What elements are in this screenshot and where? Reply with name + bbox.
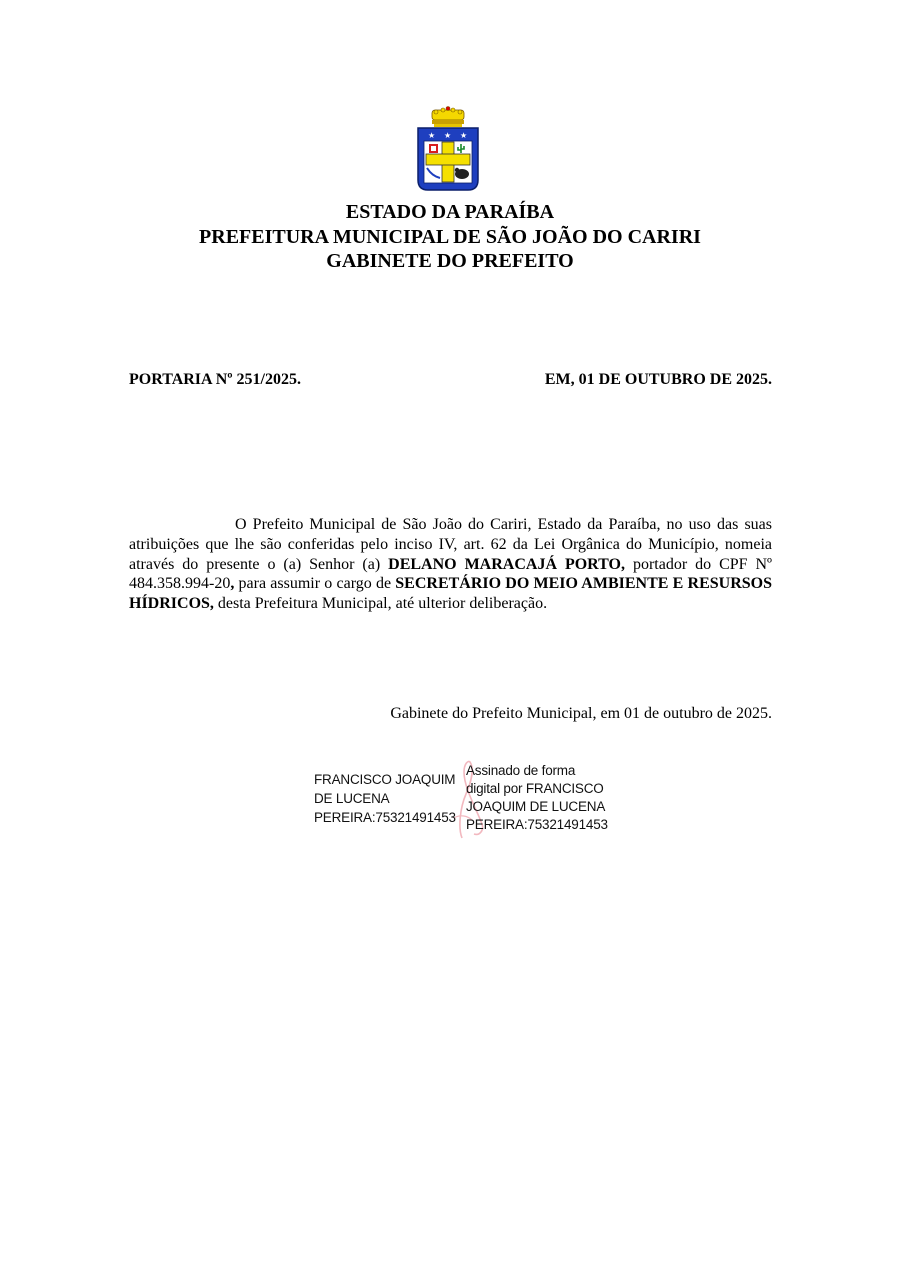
closing-line: Gabinete do Prefeito Municipal, em 01 de outubro de 2025.	[390, 705, 772, 722]
svg-text:★: ★	[428, 131, 436, 140]
appointed-position: SECRETÁRIO DO MEIO AMBIENTE E RESURSOS HÍDRICOS,	[129, 575, 773, 613]
document-header	[0, 200, 900, 274]
digital-signature	[314, 762, 634, 842]
svg-text:★: ★	[460, 131, 468, 140]
signer-line-2: DE LUCENA	[314, 791, 390, 806]
portaria-date: EM, 01 DE OUTUBRO DE 2025.	[544, 371, 772, 388]
signature-info-line-4: PEREIRA:75321491453	[466, 817, 608, 832]
body-assume: para assumir o cargo de	[234, 575, 396, 593]
signature-info-line-2: digital por FRANCISCO	[466, 781, 604, 796]
portaria-number: PORTARIA Nº 251/2025.	[129, 371, 301, 388]
portaria-heading	[129, 370, 772, 390]
svg-text:★: ★	[444, 131, 452, 140]
municipality-title: PREFEITURA MUNICIPAL DE SÃO JOÃO DO CARIRI	[199, 225, 701, 248]
signature-info-line-1: Assinado de forma	[466, 763, 576, 778]
portaria-body	[129, 515, 772, 614]
signer-name-block	[314, 770, 474, 827]
signer-line-3: PEREIRA:75321491453	[314, 810, 456, 825]
crown-icon	[432, 107, 464, 128]
state-title: ESTADO DA PARAÍBA	[345, 201, 555, 223]
signer-line-1: FRANCISCO JOAQUIM	[314, 772, 456, 787]
coat-of-arms-icon	[414, 106, 482, 194]
body-intro: O Prefeito Municipal de São João do Cariri, Estado da Paraíba, no uso das suas atribuições que lhe são conferidas pelo inciso IV, art. 62 da Lei Orgânica do Município, nomeia através do presente o (a) Senhor (a)	[129, 516, 772, 573]
body-cpf: portador do CPF Nº 484.358.994-20	[129, 555, 773, 593]
signature-info-line-3: JOAQUIM DE LUCENA	[466, 799, 606, 814]
body-comma: ,	[230, 575, 235, 593]
body-end: desta Prefeitura Municipal, até ulterior deliberação.	[213, 595, 548, 613]
office-title: GABINETE DO PREFEITO	[326, 250, 574, 272]
appointee-name: DELANO MARACAJÁ PORTO,	[388, 555, 625, 573]
signature-info-block	[466, 762, 636, 834]
